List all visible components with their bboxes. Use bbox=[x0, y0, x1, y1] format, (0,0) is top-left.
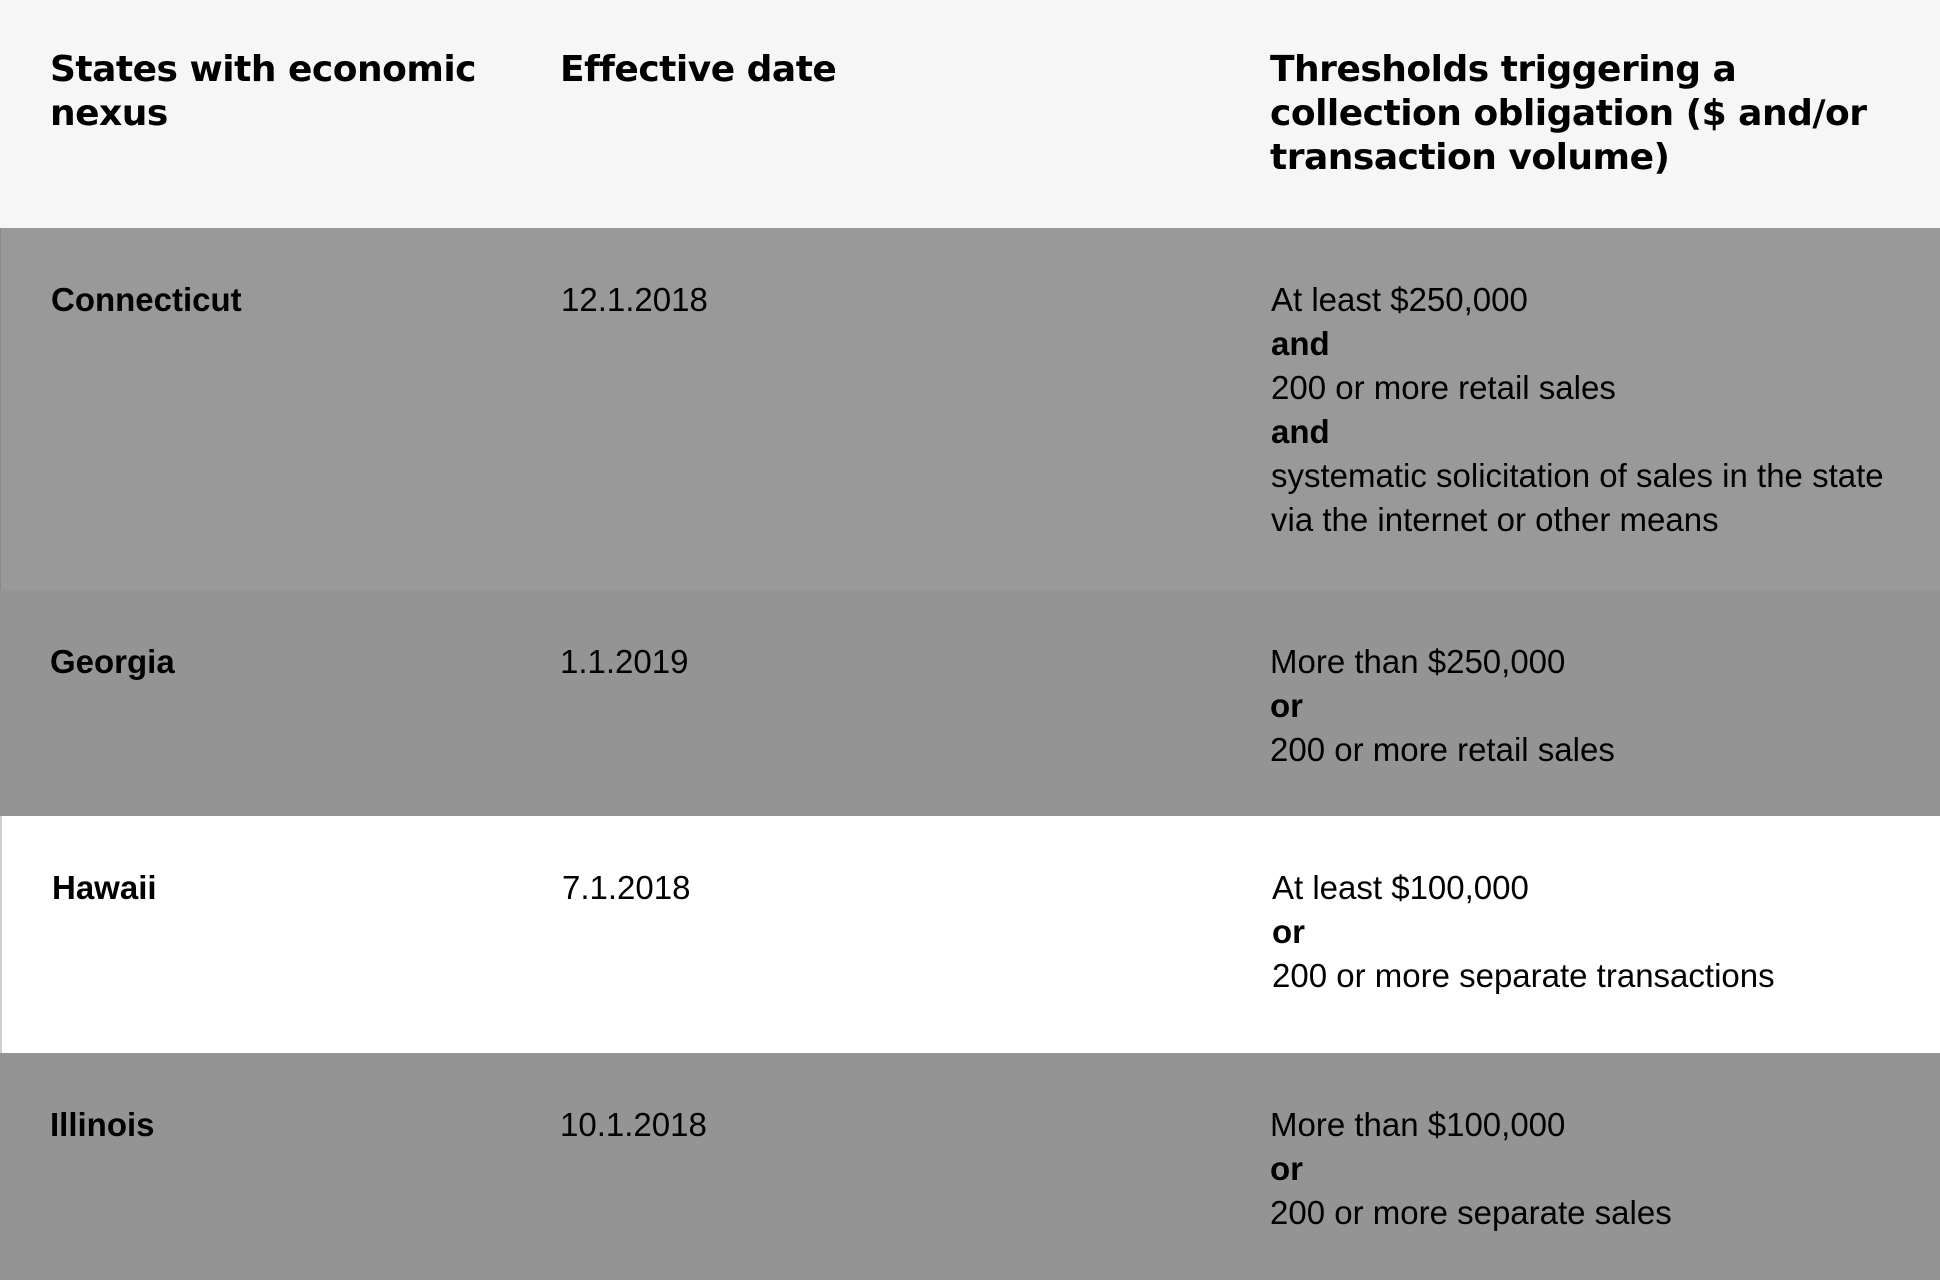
state-name: Illinois bbox=[50, 1106, 155, 1143]
threshold-amount: More than $100,000 bbox=[1270, 1106, 1566, 1143]
effective-date: 1.1.2019 bbox=[560, 643, 689, 680]
threshold-cell bbox=[1270, 1103, 1910, 1235]
threshold-joiner: or bbox=[1270, 1150, 1303, 1187]
threshold-amount: At least $250,000 bbox=[1271, 281, 1528, 318]
table-row bbox=[0, 590, 1940, 816]
header-effective-date: Effective date bbox=[560, 49, 837, 90]
threshold-joiner: and bbox=[1271, 325, 1330, 362]
threshold-cell bbox=[1272, 866, 1912, 998]
table-row bbox=[0, 816, 1940, 1053]
effective-date: 10.1.2018 bbox=[560, 1106, 707, 1143]
threshold-solicitation: systematic solicitation of sales in the state via the internet or other means bbox=[1271, 457, 1884, 538]
threshold-volume: 200 or more separate transactions bbox=[1272, 957, 1775, 994]
threshold-cell bbox=[1270, 640, 1910, 772]
header-states: States with economic nexus bbox=[50, 49, 477, 134]
threshold-amount: More than $250,000 bbox=[1270, 643, 1566, 680]
threshold-amount: At least $100,000 bbox=[1272, 869, 1529, 906]
table-header-row bbox=[0, 0, 1940, 228]
threshold-joiner: or bbox=[1272, 913, 1305, 950]
table-row bbox=[0, 228, 1940, 590]
threshold-joiner: and bbox=[1271, 413, 1330, 450]
threshold-volume: 200 or more retail sales bbox=[1270, 731, 1615, 768]
effective-date: 7.1.2018 bbox=[562, 869, 691, 906]
header-thresholds: Thresholds triggering a collection obligation ($ and/or transaction volume) bbox=[1270, 49, 1867, 178]
threshold-joiner: or bbox=[1270, 687, 1303, 724]
threshold-volume: 200 or more separate sales bbox=[1270, 1194, 1672, 1231]
table-row bbox=[0, 1053, 1940, 1280]
threshold-cell bbox=[1271, 278, 1911, 542]
effective-date: 12.1.2018 bbox=[561, 281, 708, 318]
state-name: Connecticut bbox=[51, 281, 242, 318]
state-name: Georgia bbox=[50, 643, 175, 680]
state-name: Hawaii bbox=[52, 869, 157, 906]
threshold-volume: 200 or more retail sales bbox=[1271, 369, 1616, 406]
